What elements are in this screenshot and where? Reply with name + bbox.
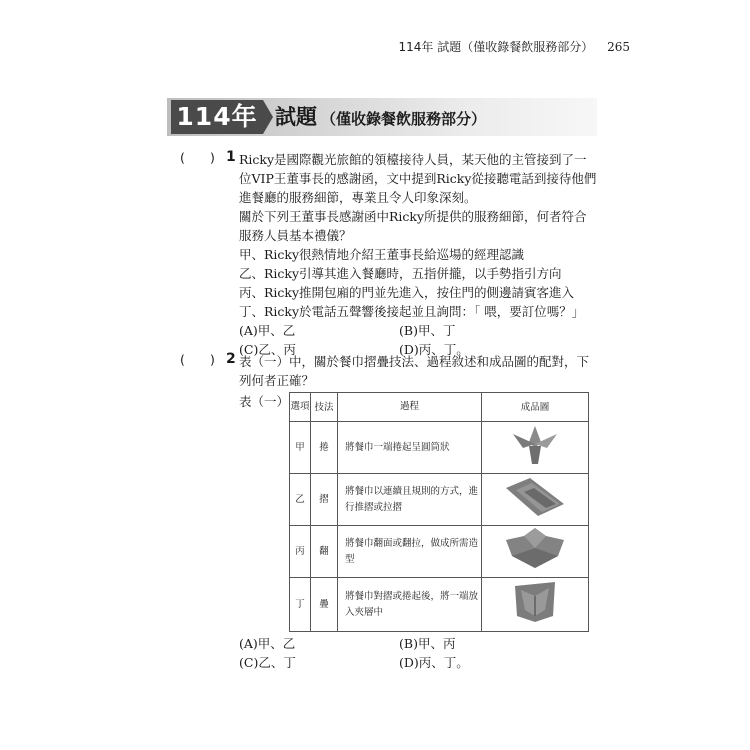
row-option: 丁 bbox=[290, 578, 311, 632]
header-technique: 技法 bbox=[311, 393, 338, 422]
row-process: 將餐巾以連續且規則的方式，進行推摺或拉摺 bbox=[338, 474, 482, 526]
question-line: 丙、Ricky推開包廂的門並先進入，按住門的側邊請賓客進入 bbox=[239, 285, 575, 300]
answer-paren-open: ( bbox=[180, 352, 185, 367]
table-row bbox=[290, 578, 589, 632]
row-technique: 摺 bbox=[311, 474, 338, 526]
option-b: (B)甲、丁 bbox=[399, 323, 456, 338]
answer-paren-open: ( bbox=[180, 150, 185, 165]
row-process: 將餐巾一端捲起呈圓筒狀 bbox=[338, 422, 482, 474]
question-line: 關於下列王董事長感謝函中Ricky所提供的服務細節，何者符合 bbox=[239, 209, 587, 224]
question-2 bbox=[180, 352, 600, 672]
section-title-main: 試題 bbox=[275, 105, 317, 129]
option-a: (A)甲、乙 bbox=[239, 636, 296, 651]
napkin-lily-fold-image bbox=[507, 422, 563, 466]
option-a: (A)甲、乙 bbox=[239, 323, 296, 338]
answer-paren-close: ) bbox=[210, 352, 215, 367]
row-option: 甲 bbox=[290, 422, 311, 474]
running-title: 114年 試題（僅收錄餐飲服務部分） bbox=[398, 40, 594, 54]
page-number: 265 bbox=[607, 40, 630, 54]
row-technique: 翻 bbox=[311, 526, 338, 578]
option-d: (D)丙、丁。 bbox=[399, 342, 469, 357]
option-d: (D)丙、丁。 bbox=[399, 655, 469, 670]
title-notch bbox=[263, 100, 273, 134]
question-line: 進餐廳的服務細節，專業且令人印象深刻。 bbox=[239, 190, 477, 205]
option-c: (C)乙、丙 bbox=[239, 342, 296, 357]
question-line: Ricky是國際觀光旅館的領檯接待人員，某天他的主管接到了一 bbox=[239, 152, 587, 167]
question-line: 服務人員基本禮儀？ bbox=[239, 228, 352, 243]
napkin-folding-table bbox=[289, 392, 589, 632]
napkin-pleated-fold-image bbox=[502, 474, 568, 518]
running-header bbox=[399, 38, 630, 55]
title-year: 114年 bbox=[171, 100, 263, 134]
section-title-sub: （僅收錄餐飲服務部分） bbox=[321, 110, 487, 128]
napkin-turned-fold-image bbox=[500, 526, 570, 570]
table-header-row bbox=[290, 393, 589, 422]
table-row bbox=[290, 526, 589, 578]
table-row bbox=[290, 422, 589, 474]
napkin-stacked-fold-image bbox=[507, 578, 563, 624]
question-line: 列何者正確？ bbox=[239, 373, 315, 388]
question-1 bbox=[180, 150, 600, 359]
answer-paren-close: ) bbox=[210, 150, 215, 165]
question-line: 乙、Ricky引導其進入餐廳時，五指併攏，以手勢指引方向 bbox=[239, 266, 562, 281]
section-title bbox=[275, 100, 486, 134]
question-line: 甲、Ricky很熱情地介紹王董事長給巡場的經理認識 bbox=[239, 247, 525, 262]
row-technique: 捲 bbox=[311, 422, 338, 474]
row-option: 乙 bbox=[290, 474, 311, 526]
row-process: 將餐巾翻面或翻拉，做成所需造型 bbox=[338, 526, 482, 578]
question-line: 表（一）中，關於餐巾摺疊技法、過程敘述和成品圖的配對，下 bbox=[239, 354, 590, 369]
question-number: 2 bbox=[226, 351, 236, 367]
answer-options bbox=[239, 634, 569, 672]
table-block bbox=[239, 392, 600, 632]
header-process: 過程 bbox=[338, 393, 482, 422]
header-option: 選項 bbox=[290, 393, 311, 422]
row-process: 將餐巾對摺或捲起後，將一端放入夾層中 bbox=[338, 578, 482, 632]
table-row bbox=[290, 474, 589, 526]
header-result-image: 成品圖 bbox=[482, 393, 589, 422]
question-number: 1 bbox=[226, 149, 236, 165]
table-label: 表（一） bbox=[239, 394, 290, 409]
row-option: 丙 bbox=[290, 526, 311, 578]
question-line: 丁、Ricky於電話五聲響後接起並且詢問：「 喂，要訂位嗎？」 bbox=[239, 304, 585, 319]
option-c: (C)乙、丁 bbox=[239, 655, 296, 670]
question-line: 位VIP王董事長的感謝函，文中提到Ricky從接聽電話到接待他們 bbox=[239, 171, 597, 186]
option-b: (B)甲、丙 bbox=[399, 636, 456, 651]
row-technique: 疊 bbox=[311, 578, 338, 632]
